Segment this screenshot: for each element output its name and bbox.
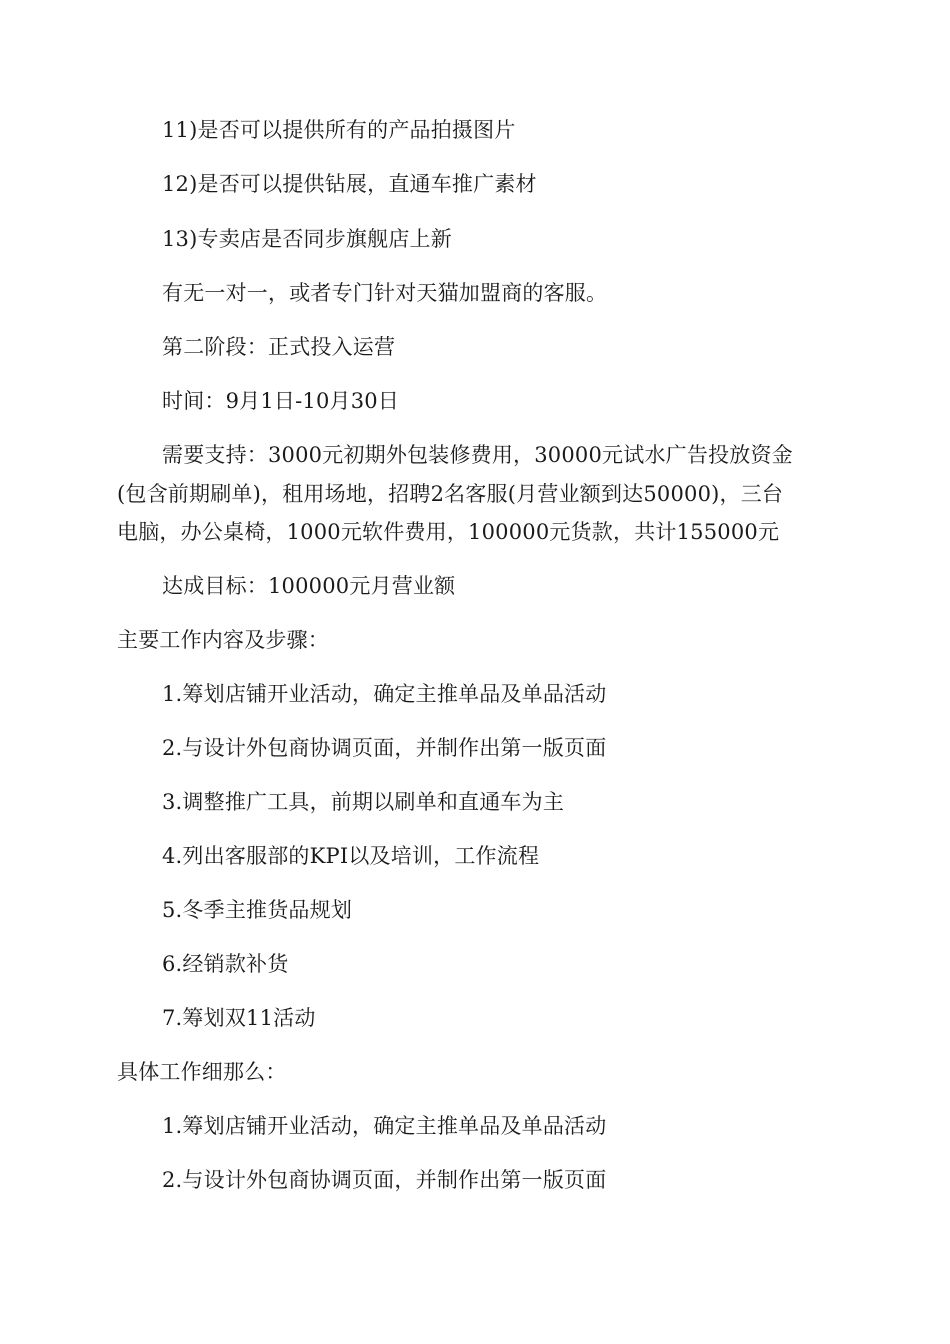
- paragraph-goal: 达成目标：100000元月营业额: [162, 574, 456, 598]
- section-heading-details: 具体工作细那么：: [117, 1060, 287, 1084]
- paragraph-customer-service: 有无一对一，或者专门针对天猫加盟商的客服。: [162, 281, 608, 305]
- list-item-step-6: 6.经销款补货: [162, 952, 289, 976]
- paragraph-time: 时间：9月1日-10月30日: [162, 389, 400, 413]
- paragraph-support-line-3: 电脑，办公桌椅，1000元软件费用，100000元货款，共计155000元: [117, 520, 780, 544]
- stage-heading: 第二阶段：正式投入运营: [162, 335, 396, 359]
- list-item-detail-1: 1.筹划店铺开业活动，确定主推单品及单品活动: [162, 1114, 607, 1138]
- list-item-step-2: 2.与设计外包商协调页面，并制作出第一版页面: [162, 736, 607, 760]
- list-item-step-3: 3.调整推广工具，前期以刷单和直通车为主: [162, 790, 565, 814]
- list-item-q13: 13)专卖店是否同步旗舰店上新: [162, 227, 452, 251]
- list-item-q12: 12)是否可以提供钻展，直通车推广素材: [162, 172, 537, 196]
- paragraph-support-line-1: 需要支持：3000元初期外包装修费用，30000元试水广告投放资金: [162, 443, 793, 467]
- list-item-step-1: 1.筹划店铺开业活动，确定主推单品及单品活动: [162, 682, 607, 706]
- list-item-step-4: 4.列出客服部的KPI以及培训，工作流程: [162, 844, 540, 868]
- list-item-q11: 11)是否可以提供所有的产品拍摄图片: [162, 118, 516, 142]
- section-heading-main-work: 主要工作内容及步骤：: [117, 628, 329, 652]
- paragraph-support-line-2: (包含前期刷单)，租用场地，招聘2名客服(月营业额到达50000)，三台: [117, 482, 784, 506]
- list-item-step-7: 7.筹划双11活动: [162, 1006, 316, 1030]
- list-item-step-5: 5.冬季主推货品规划: [162, 898, 353, 922]
- list-item-detail-2: 2.与设计外包商协调页面，并制作出第一版页面: [162, 1168, 607, 1192]
